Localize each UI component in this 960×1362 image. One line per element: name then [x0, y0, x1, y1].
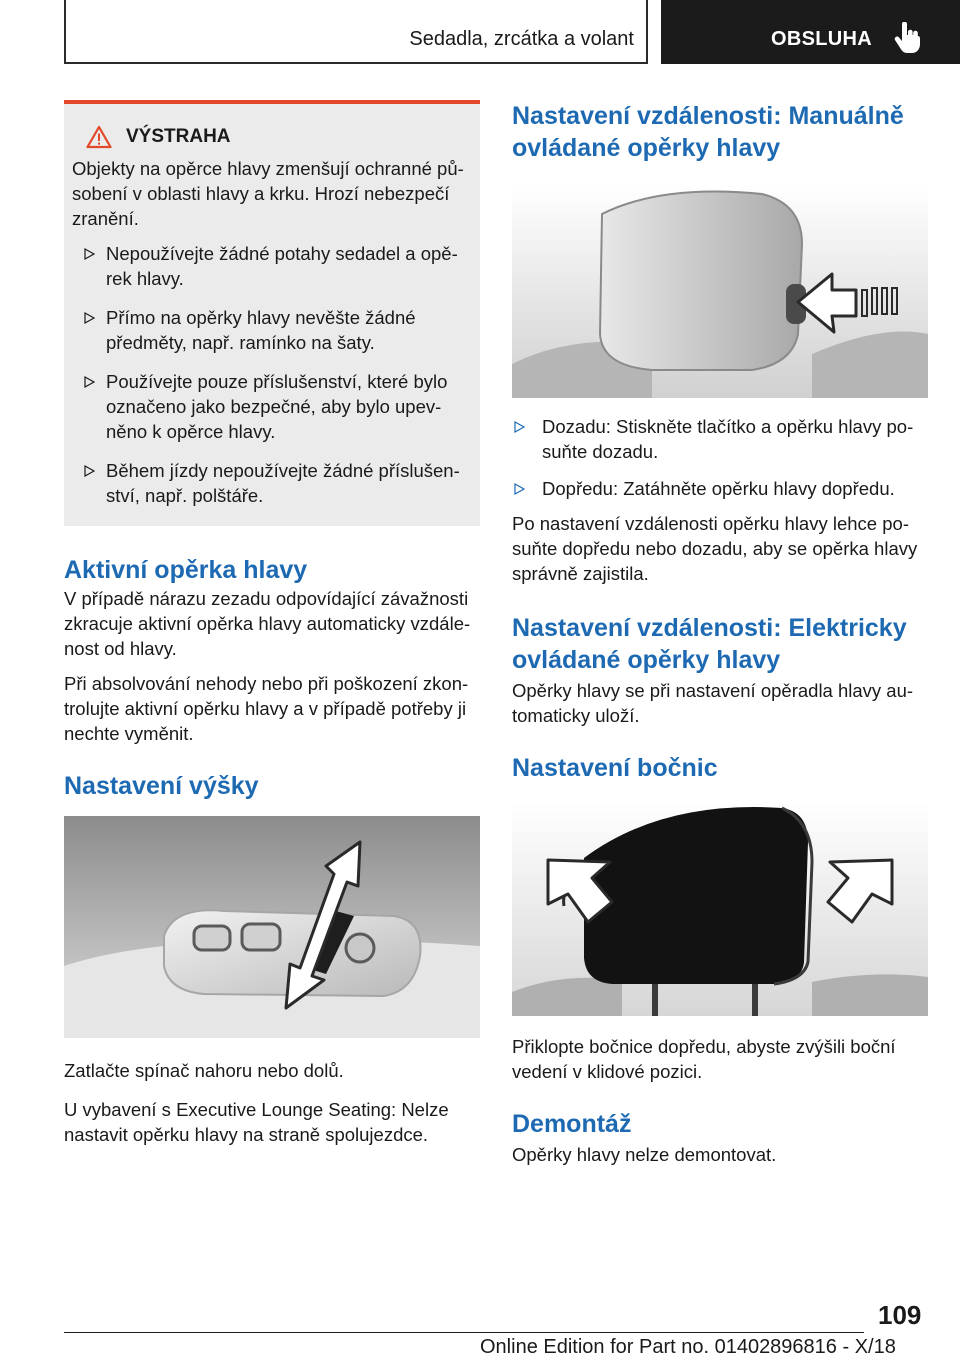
- side-wings-heading: Nastavení bočnic: [512, 754, 718, 782]
- list-item: [512, 476, 928, 501]
- list-item-text: Přímo na opěrky hlavy nevěšte žádné předměty, např. ramínko na šaty.: [106, 307, 416, 353]
- warning-icon: [86, 125, 112, 149]
- height-adjust-text-2: U vybavení s Executive Lounge Seating: Nelze nastavit opěrku hlavy na straně spolujezdce.: [64, 1099, 449, 1145]
- list-item: [72, 458, 472, 508]
- manual-distance-text: Po nastavení vzdálenosti opěrku hlavy lehce posuňte dopředu nebo dozadu, aby se opěrka hlavy správně zajistila.: [512, 513, 918, 584]
- page-number: 109: [878, 1300, 922, 1330]
- electric-distance-heading: Nastavení vzdálenosti: Elektricky ovládané opěrky hlavy: [512, 614, 907, 674]
- warning-list: [72, 241, 472, 508]
- side-wings-text: Přiklopte bočnice dopředu, abyste zvýšili boční vedení v klidové pozici.: [512, 1036, 896, 1082]
- header-section-box: [64, 0, 648, 64]
- warning-box: [64, 100, 480, 526]
- active-headrest-text-1: V případě nárazu zezadu odpovídající závažnosti zkracuje aktivní opěrka hlavy automaticky vzdálenost od hlavy.: [64, 588, 471, 659]
- list-item: [72, 369, 472, 444]
- warning-text: Objekty na opěrce hlavy zmenšují ochranné působení v oblasti hlavy a krku. Hrozí nebezpečí zranění.: [72, 158, 464, 229]
- list-item-text: Nepoužívejte žádné potahy sedadel a opěrek hlavy.: [106, 243, 458, 289]
- active-headrest-text-2: Při absolvování nehody nebo při poškození zkontrolujte aktivní opěrku hlavy a v případě potřeby ji nechte vyměnit.: [64, 673, 469, 744]
- warning-title: VÝSTRAHA: [126, 126, 231, 147]
- edition-footer: Online Edition for Part no. 01402896816 - X/18: [480, 1336, 896, 1358]
- list-item: [72, 305, 472, 355]
- headrest-button-illustration: [512, 184, 928, 398]
- list-item: [72, 241, 472, 291]
- list-item-text: Dopředu: Zatáhněte opěrku hlavy dopředu.: [542, 478, 895, 499]
- warning-heading: [86, 124, 472, 150]
- height-adjust-heading: Nastavení výšky: [64, 772, 259, 800]
- triangle-bullet-icon: [84, 465, 95, 477]
- footer-divider: [64, 1332, 864, 1333]
- removal-text: Opěrky hlavy nelze demontovat.: [512, 1144, 777, 1165]
- triangle-bullet-icon: [84, 248, 95, 260]
- seat-switch-illustration: [64, 816, 480, 1038]
- section-title: Sedadla, zrcátka a volant: [409, 28, 634, 50]
- list-item: [512, 414, 928, 464]
- list-item-text: Během jízdy nepoužívejte žádné příslušenství, např. polštáře.: [106, 460, 460, 506]
- headrest-wings-illustration: [512, 802, 928, 1016]
- triangle-bullet-icon: [514, 421, 525, 433]
- left-column: [64, 100, 480, 1147]
- removal-heading: Demontáž: [512, 1110, 632, 1138]
- chapter-tab[interactable]: [661, 0, 960, 64]
- triangle-bullet-icon: [84, 312, 95, 324]
- chapter-tab-label: OBSLUHA: [771, 28, 872, 50]
- electric-distance-text: Opěrky hlavy se při nastavení opěradla hlavy automaticky uloží.: [512, 680, 914, 726]
- height-adjust-text-1: Zatlačte spínač nahoru nebo dolů.: [64, 1060, 344, 1081]
- triangle-bullet-icon: [84, 376, 95, 388]
- manual-distance-heading: Nastavení vzdálenosti: Manuálně ovládané opěrky hlavy: [512, 102, 904, 162]
- pointing-hand-icon: [893, 22, 921, 54]
- active-headrest-heading: Aktivní opěrka hlavy: [64, 556, 308, 584]
- manual-steps-list: [512, 414, 928, 501]
- list-item-text: Používejte pouze příslušenství, které bylo označeno jako bezpečné, aby bylo upevněno k opěrce hlavy.: [106, 371, 448, 442]
- list-item-text: Dozadu: Stiskněte tlačítko a opěrku hlavy posuňte dozadu.: [542, 416, 914, 462]
- right-column: [512, 100, 928, 1167]
- triangle-bullet-icon: [514, 483, 525, 495]
